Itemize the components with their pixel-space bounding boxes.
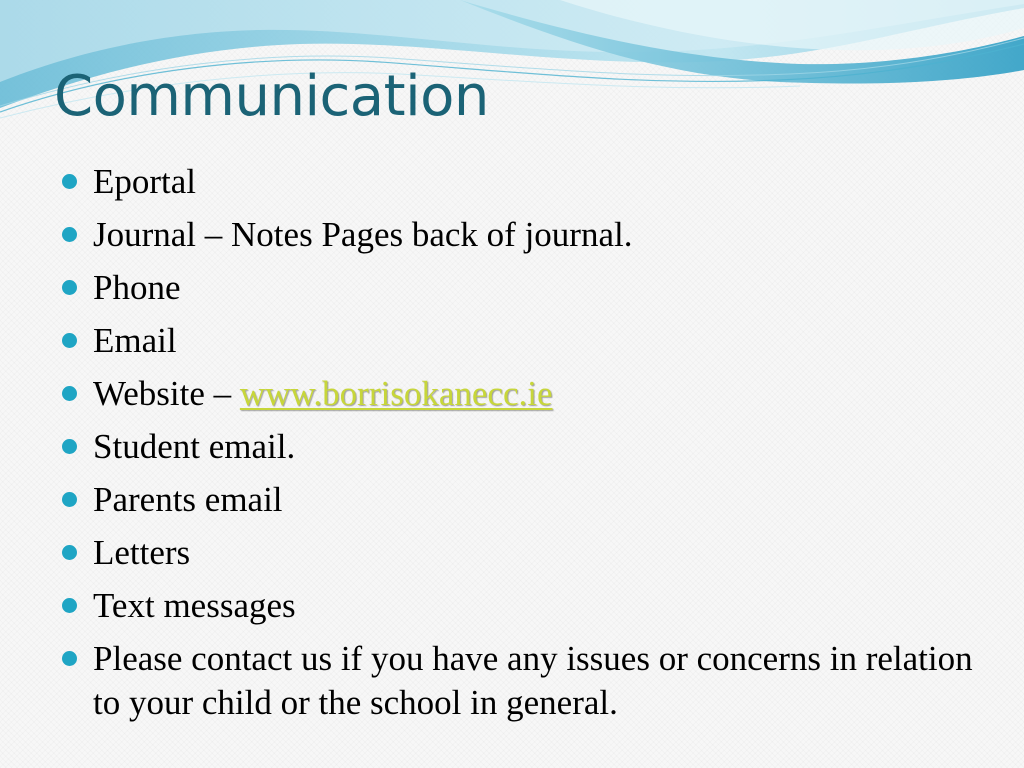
list-item: [62, 584, 992, 628]
list-item-text: Journal – Notes Pages back of journal.: [93, 215, 633, 254]
bullet-icon: [62, 227, 77, 242]
website-link[interactable]: www.borrisokanecc.ie: [239, 374, 553, 413]
list-item-text: Text messages: [93, 586, 296, 625]
bullet-icon: [62, 280, 77, 295]
list-item-text: Parents email: [93, 480, 283, 519]
list-item-text: Website –: [93, 374, 240, 413]
bullet-icon: [62, 545, 77, 560]
bullet-icon: [62, 598, 77, 613]
bullet-icon: [62, 651, 77, 666]
list-item: [62, 160, 992, 204]
bullet-list: [62, 160, 992, 734]
list-item-text: Email: [93, 321, 177, 360]
list-item-text: Eportal: [93, 162, 197, 201]
list-item-website: [62, 372, 992, 416]
list-item-text: Please contact us if you have any issues or concerns in relation to your child or the school in general.: [93, 639, 973, 722]
list-item: [62, 478, 992, 522]
list-item: [62, 637, 992, 725]
list-item: [62, 531, 992, 575]
list-item: [62, 266, 992, 310]
bullet-icon: [62, 333, 77, 348]
bullet-icon: [62, 492, 77, 507]
slide-title: Communication: [54, 64, 489, 129]
bullet-icon: [62, 439, 77, 454]
list-item-text: Letters: [93, 533, 191, 572]
list-item-text: Phone: [93, 268, 181, 307]
list-item: [62, 213, 992, 257]
bullet-icon: [62, 174, 77, 189]
list-item: [62, 319, 992, 363]
list-item: [62, 425, 992, 469]
list-item-text: Student email.: [93, 427, 296, 466]
bullet-icon: [62, 386, 77, 401]
